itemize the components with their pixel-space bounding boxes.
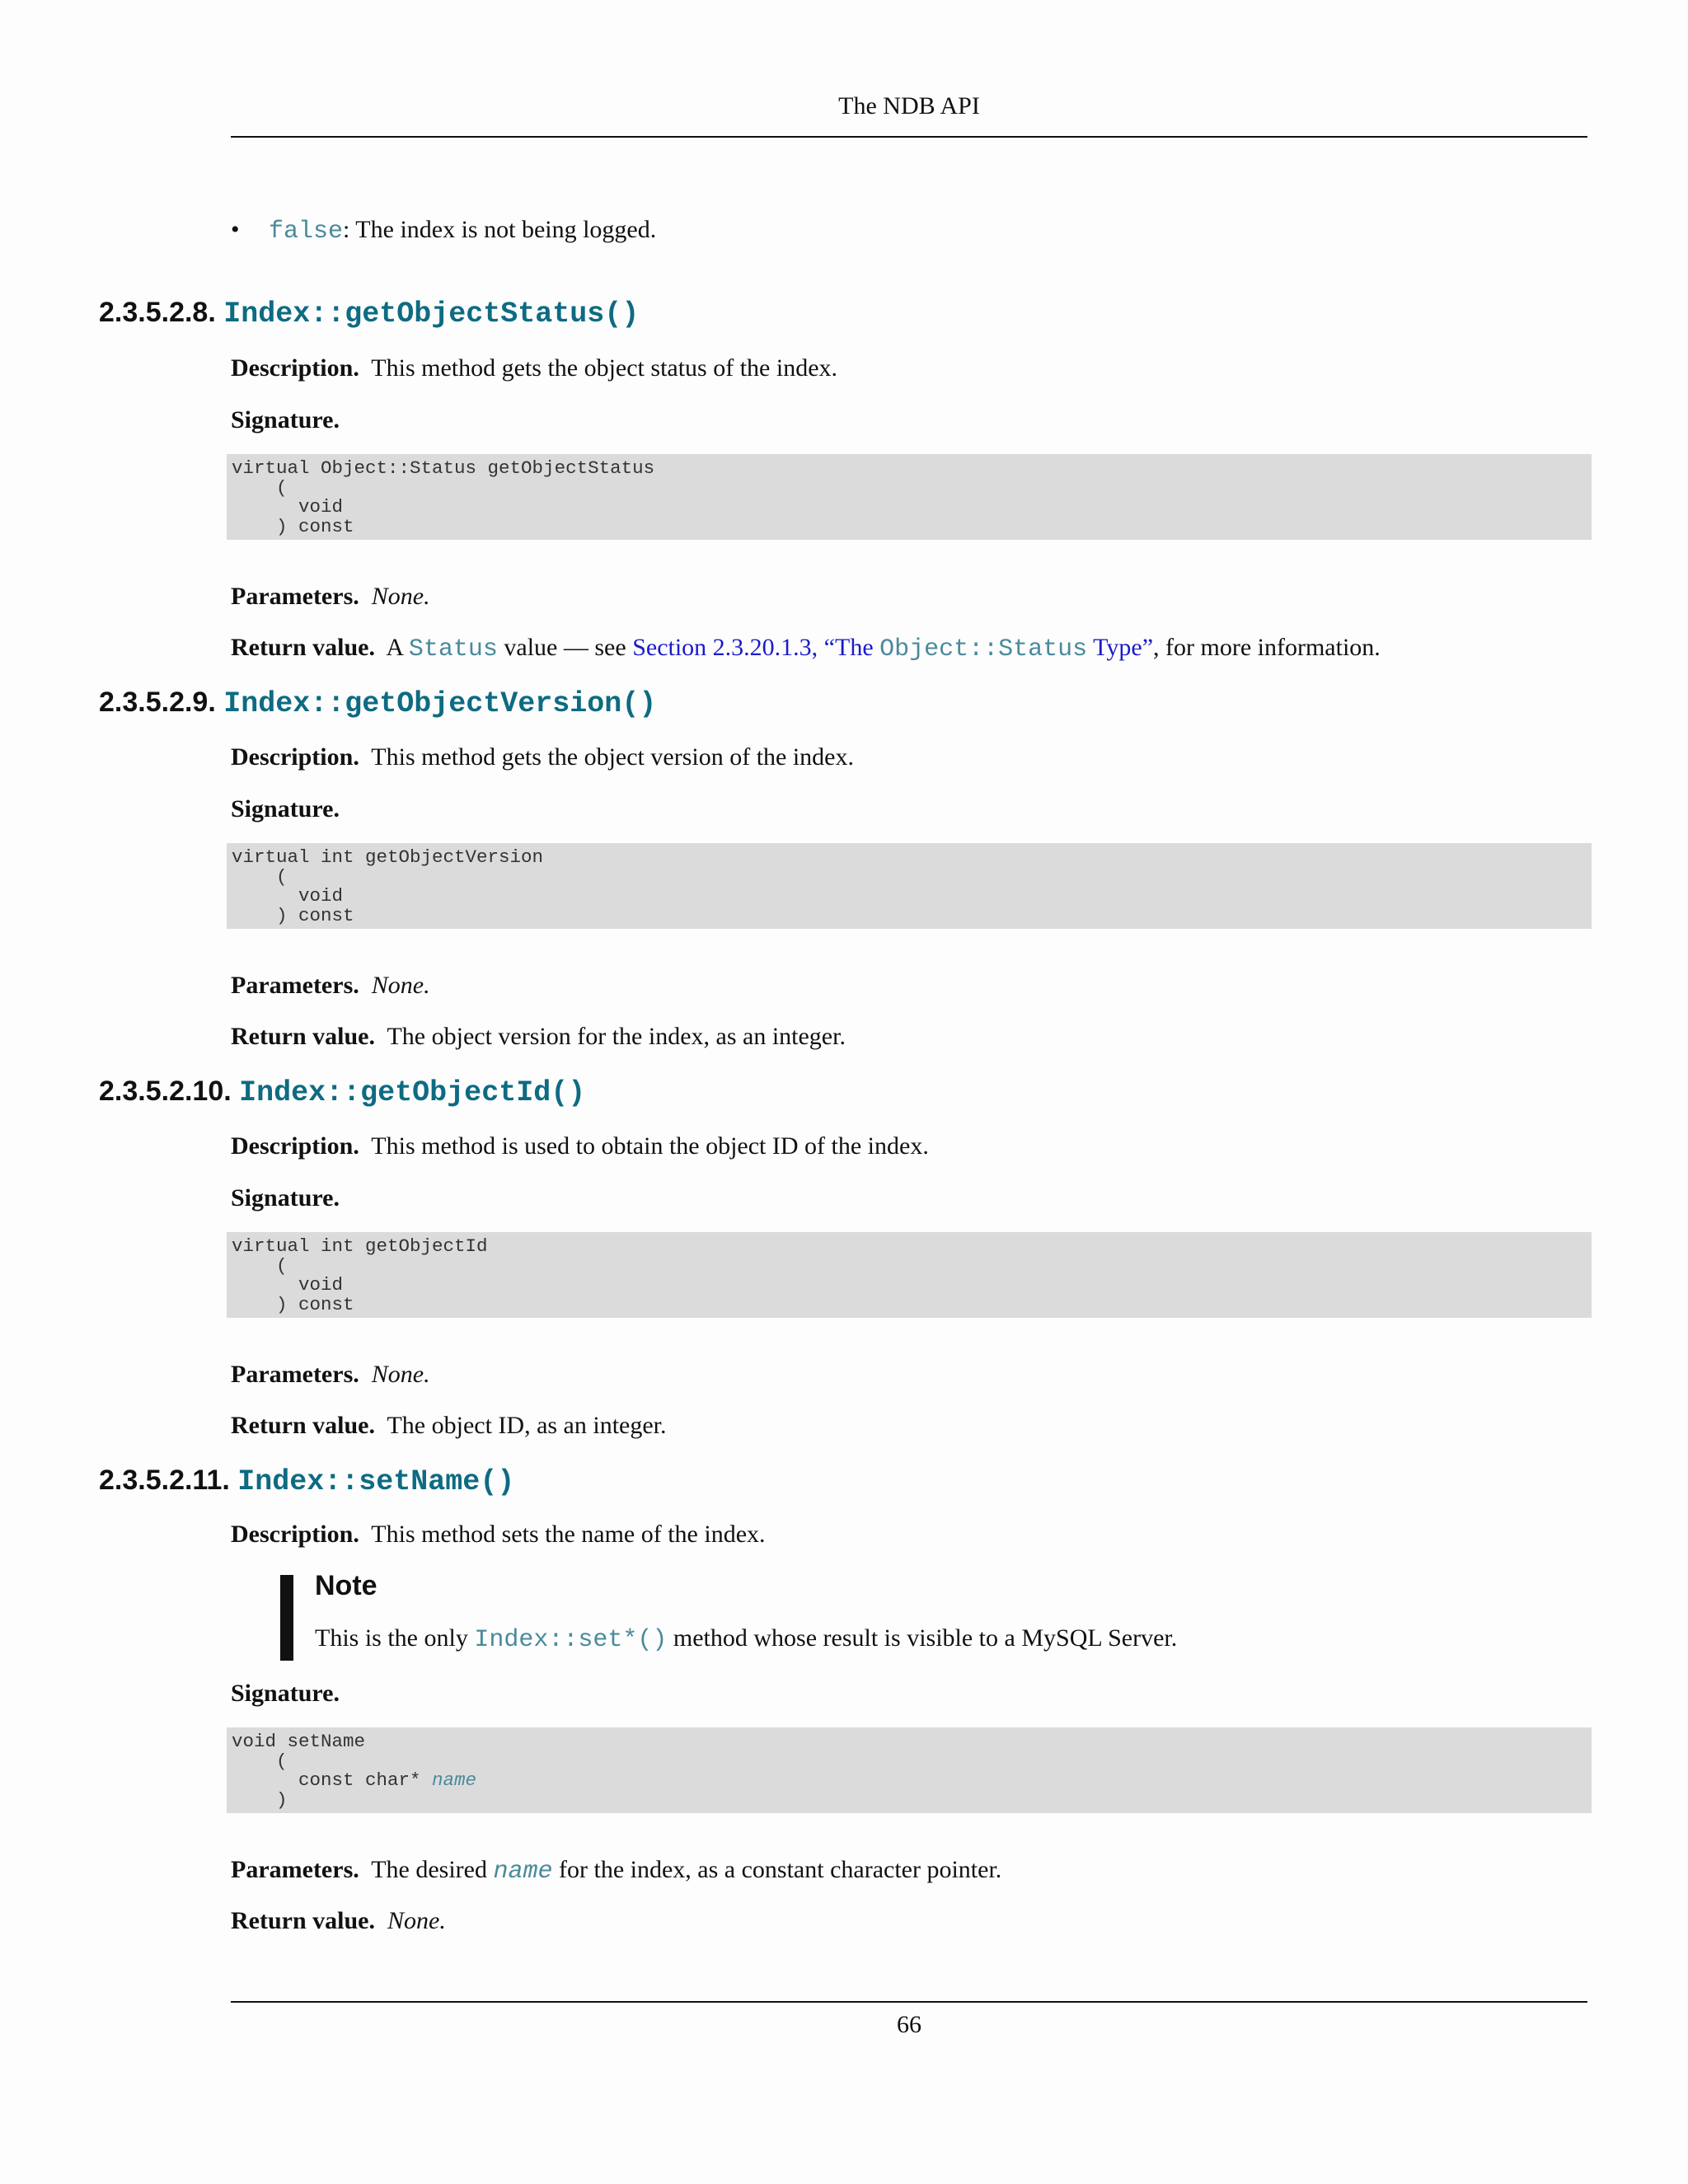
code-variable: name bbox=[432, 1769, 477, 1791]
description-text: This method gets the object status of the index. bbox=[371, 354, 838, 382]
signature-label: Signature. bbox=[231, 1184, 340, 1212]
link-text: Type” bbox=[1087, 634, 1154, 661]
code-line: ) const bbox=[232, 904, 354, 926]
return-text: The object ID, as an integer. bbox=[387, 1412, 667, 1439]
cross-reference-link[interactable] bbox=[632, 634, 1153, 661]
signature-label: Signature. bbox=[231, 1680, 340, 1707]
return-paragraph bbox=[231, 1907, 446, 1935]
description-label: Description. bbox=[231, 354, 359, 382]
code-line: void bbox=[232, 1274, 344, 1296]
code-line: virtual int getObjectId bbox=[232, 1235, 488, 1257]
inline-code[interactable]: false bbox=[269, 218, 344, 246]
description-text: This method is used to obtain the object ID of the index. bbox=[371, 1132, 929, 1160]
parameters-paragraph bbox=[231, 1361, 430, 1389]
description-paragraph bbox=[231, 1132, 929, 1160]
bullet-item bbox=[231, 216, 656, 246]
code-line: ( bbox=[232, 1254, 288, 1277]
code-line: virtual int getObjectVersion bbox=[232, 846, 544, 868]
section-heading-getobjectstatus bbox=[99, 297, 639, 330]
bullet-text: : The index is not being logged. bbox=[343, 216, 657, 243]
code-line: ( bbox=[232, 1750, 288, 1772]
note-text-post: method whose result is visible to a MySQL Server. bbox=[667, 1624, 1178, 1652]
code-line: ( bbox=[232, 476, 288, 499]
description-paragraph bbox=[231, 354, 837, 382]
return-paragraph bbox=[231, 1412, 667, 1440]
parameters-text: None. bbox=[371, 972, 430, 999]
return-label: Return value. bbox=[231, 1023, 375, 1050]
code-line: ( bbox=[232, 865, 288, 888]
signature-label: Signature. bbox=[231, 406, 340, 434]
running-header: The NDB API bbox=[838, 92, 980, 120]
code-line: void bbox=[232, 885, 344, 907]
parameters-paragraph bbox=[231, 583, 430, 611]
link-text: Section 2.3.20.1.3, “The bbox=[632, 634, 880, 661]
return-paragraph bbox=[231, 634, 1381, 663]
inline-code[interactable]: Status bbox=[408, 635, 498, 663]
inline-code[interactable]: Index::set*() bbox=[474, 1626, 668, 1654]
parameters-paragraph bbox=[231, 1856, 1001, 1886]
code-block bbox=[227, 1232, 1592, 1318]
parameters-label: Parameters. bbox=[231, 583, 359, 610]
code-line: const char* bbox=[232, 1769, 433, 1791]
section-heading-getobjectversion bbox=[99, 687, 656, 720]
section-heading-getobjectid bbox=[99, 1076, 585, 1109]
code-line: ) bbox=[232, 1788, 288, 1811]
code-line: virtual Object::Status getObjectStatus bbox=[232, 457, 655, 479]
return-paragraph bbox=[231, 1023, 846, 1051]
code-line: ) const bbox=[232, 515, 354, 537]
description-paragraph bbox=[231, 743, 854, 771]
return-text: None. bbox=[387, 1907, 446, 1934]
code-line: void bbox=[232, 496, 344, 518]
parameters-text-post: for the index, as a constant character pointer. bbox=[552, 1856, 1002, 1883]
link-code: Object::Status bbox=[879, 635, 1088, 663]
return-label: Return value. bbox=[231, 1412, 375, 1439]
parameters-label: Parameters. bbox=[231, 972, 359, 999]
inline-code-variable: name bbox=[493, 1858, 553, 1886]
section-name-link[interactable]: Index::getObjectId() bbox=[239, 1076, 586, 1109]
description-label: Description. bbox=[231, 1132, 359, 1160]
section-number: 2.3.5.2.8. bbox=[99, 297, 216, 328]
note-body bbox=[315, 1624, 1177, 1654]
code-line: ) const bbox=[232, 1293, 354, 1315]
return-text-pre: A bbox=[386, 634, 409, 661]
code-line: void setName bbox=[232, 1731, 366, 1752]
header-rule bbox=[231, 136, 1587, 138]
note-title: Note bbox=[315, 1570, 377, 1601]
return-text: The object version for the index, as an integer. bbox=[387, 1023, 846, 1050]
parameters-label: Parameters. bbox=[231, 1856, 359, 1883]
description-paragraph bbox=[231, 1521, 766, 1549]
section-number: 2.3.5.2.11. bbox=[99, 1465, 230, 1496]
code-block bbox=[227, 1727, 1592, 1813]
footer-rule bbox=[231, 2001, 1587, 2003]
parameters-label: Parameters. bbox=[231, 1361, 359, 1388]
section-number: 2.3.5.2.10. bbox=[99, 1076, 232, 1107]
parameters-paragraph bbox=[231, 972, 430, 1000]
description-text: This method sets the name of the index. bbox=[371, 1521, 766, 1548]
description-label: Description. bbox=[231, 743, 359, 771]
section-heading-setname bbox=[99, 1465, 514, 1498]
section-number: 2.3.5.2.9. bbox=[99, 687, 216, 718]
return-text-post: , for more information. bbox=[1153, 634, 1381, 661]
page-number: 66 bbox=[897, 2011, 921, 2038]
description-text: This method gets the object version of the index. bbox=[371, 743, 854, 771]
bullet-dot: • bbox=[231, 216, 240, 243]
section-name-link[interactable]: Index::getObjectStatus() bbox=[223, 298, 640, 330]
signature-label: Signature. bbox=[231, 795, 340, 823]
parameters-text: None. bbox=[371, 1361, 430, 1388]
note-bar bbox=[280, 1575, 293, 1661]
code-block bbox=[227, 843, 1592, 929]
return-label: Return value. bbox=[231, 1907, 375, 1934]
parameters-text: None. bbox=[371, 583, 430, 610]
code-block bbox=[227, 454, 1592, 540]
description-label: Description. bbox=[231, 1521, 359, 1548]
section-name-link[interactable]: Index::getObjectVersion() bbox=[223, 687, 657, 720]
return-text-mid: value — see bbox=[497, 634, 633, 661]
section-name-link[interactable]: Index::setName() bbox=[237, 1465, 515, 1498]
note-text-pre: This is the only bbox=[315, 1624, 475, 1652]
return-label: Return value. bbox=[231, 634, 375, 661]
parameters-text-pre: The desired bbox=[371, 1856, 494, 1883]
